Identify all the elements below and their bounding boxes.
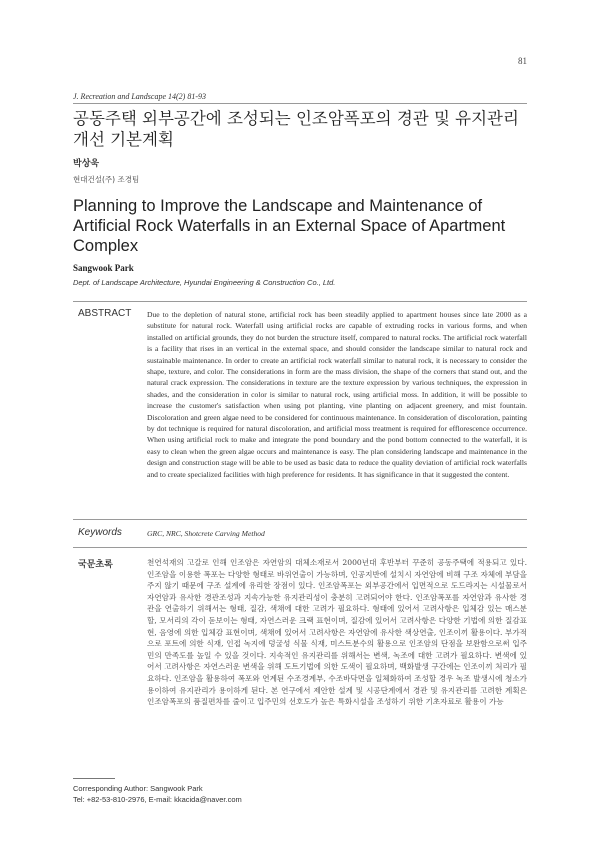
abstract-top-divider: [73, 301, 527, 302]
page-number: 81: [518, 56, 527, 66]
english-title: Planning to Improve the Landscape and Maintenance of Artificial Rock Waterfalls in an External Space of Apartment Complex: [73, 197, 506, 255]
keywords-text: GRC, NRC, Shotcrete Carving Method: [147, 529, 265, 538]
keywords-top-divider: [73, 519, 527, 520]
korean-title: 공동주택 외부공간에 조성되는 인조암폭포의 경관 및 유지관리 개선 기본계획: [73, 109, 519, 149]
korean-abstract-text: 천연석재의 고갈로 인해 인조암은 자연암의 대체소재로서 2000년대 후반부터 꾸준히 공동주택에 적용되고 있다. 인조암을 이용한 폭포는 다양한 형태로 바위연출이 가능하며, 인공지반에 설치시 자연암에 비해 구조 자체에 부담을 주지 않기 때문에 구조 설계에 유리한 장점이 있다. 인조암폭포는 외부공간에서 입면적으로 도드라지는 시설물로서 자연암과 유사한 경관조성과 지속가능한 유지관리성이 충분히 고려되어야 한다. 인조암폭포를 자연암과 유사한 경관을 연출하기 위해서는 형태, 질감, 색채에 대한 고려가 필요하다. 형태에 있어서 고려사항은 입체감 있는 매스분할, 모서리의 각이 돋보이는 형태, 자연스러운 크랙 표현이며, 질감에 있어서 고려사항은 다양한 기법에 의한 질감표현, 음영에 의한 입체감 표현이며, 색채에 있어서 고려사항은 자연암에 유사한 색상연출, 인조이끼 활용이다. 부가적으로 포트에 의한 식재, 인접 녹지에 덩굴성 식물 식재, 미스트분수의 활용으로 인조암의 단점을 보완함으로써 입주민의 만족도를 높일 수 있을 것이다. 지속적인 유지관리를 위해서는 변색, 녹조에 대한 고려가 필요하다. 변색에 있어서 고려사항은 자연스러운 변색을 위해 도트기법에 의한 도색이 필요하며, 백화발생 구간에는 인조이끼 처리가 필요하다. 인조암을 활용하여 폭포와 연계된 수조경계부, 수조바닥면을 일체화하여 조성할 경우 녹조 발생시에 청소가 용이하여 유지관리가 용이하게 된다. 본 연구에서 제안한 설계 및 시공단계에서 경관 및 유지관리를 고려한 계획은 인조암폭포의 품질편차를 줄이고 입주민의 선호도가 높은 특화시설을 조성하기 위한 기초자료로 활용이 가능: [147, 558, 527, 707]
header-divider: [73, 103, 527, 104]
corresponding-author: Corresponding Author: Sangwook Park: [73, 784, 203, 793]
keywords-label: Keywords: [78, 527, 122, 538]
korean-abstract-top-divider: [73, 547, 527, 548]
english-affiliation: Dept. of Landscape Architecture, Hyundai Engineering & Construction Co., Ltd.: [73, 278, 336, 287]
english-author: Sangwook Park: [73, 263, 134, 273]
abstract-text: Due to the depletion of natural stone, artificial rock has been steadily applied to apartment houses since late 2000 as a substitute for natural rock. Waterfall using artificial rocks are capable of extruding rocks in various forms, and when installed on artificial grounds, they do not burden the structure itself, compared to natural rocks. The artificial rock waterfall is a facility that rises in an vertical in the external space, and should consider the landscape similar to natural rock and sustainable maintenance. In order to create an artificial rock waterfall similar to natural rock, it is necessary to consider the shape, texture, and color. The considerations in form are the mass division, the shape of the corners that stand out, and the natural crack expression. The considerations in texture are the texture expression by various techniques, the expression in shades, and the consideration in color is similar to natural rock, using artificial moss. In addition, it will be possible to increase the customer's satisfaction when using pot planting, vine planting on adjacent greenery, and mist fountain. Discoloration and green algae need to be considered for continuous maintenance. In consideration of discoloration, painting by dot technique is required for natural discoloration, and artificial moss treatment is required for efflorescence occurrence. When using artificial rock to make and integrate the pond boundary and the pond bottom connected to the waterfall, it is easy to clean when the green algae occurs and maintenance is easy. The plan considering landscape and maintenance in the design and construction stage will be able to be used as basic data to reduce the quality deviation of artificial rock waterfalls and to create specialized facilities with high preference for residents. It has significance in that it suggested the content.: [147, 310, 527, 479]
korean-affiliation: 현대건설(주) 조경팀: [73, 175, 140, 184]
journal-citation: J. Recreation and Landscape 14(2) 81-93: [73, 92, 207, 101]
korean-abstract-label: 국문초록: [78, 560, 113, 570]
footnote-divider: [73, 778, 115, 779]
contact-info: Tel: +82-53-810-2976, E-mail: kkacida@naver.com: [73, 795, 242, 804]
korean-author: 박상욱: [73, 159, 100, 169]
abstract-label: ABSTRACT: [78, 308, 132, 319]
